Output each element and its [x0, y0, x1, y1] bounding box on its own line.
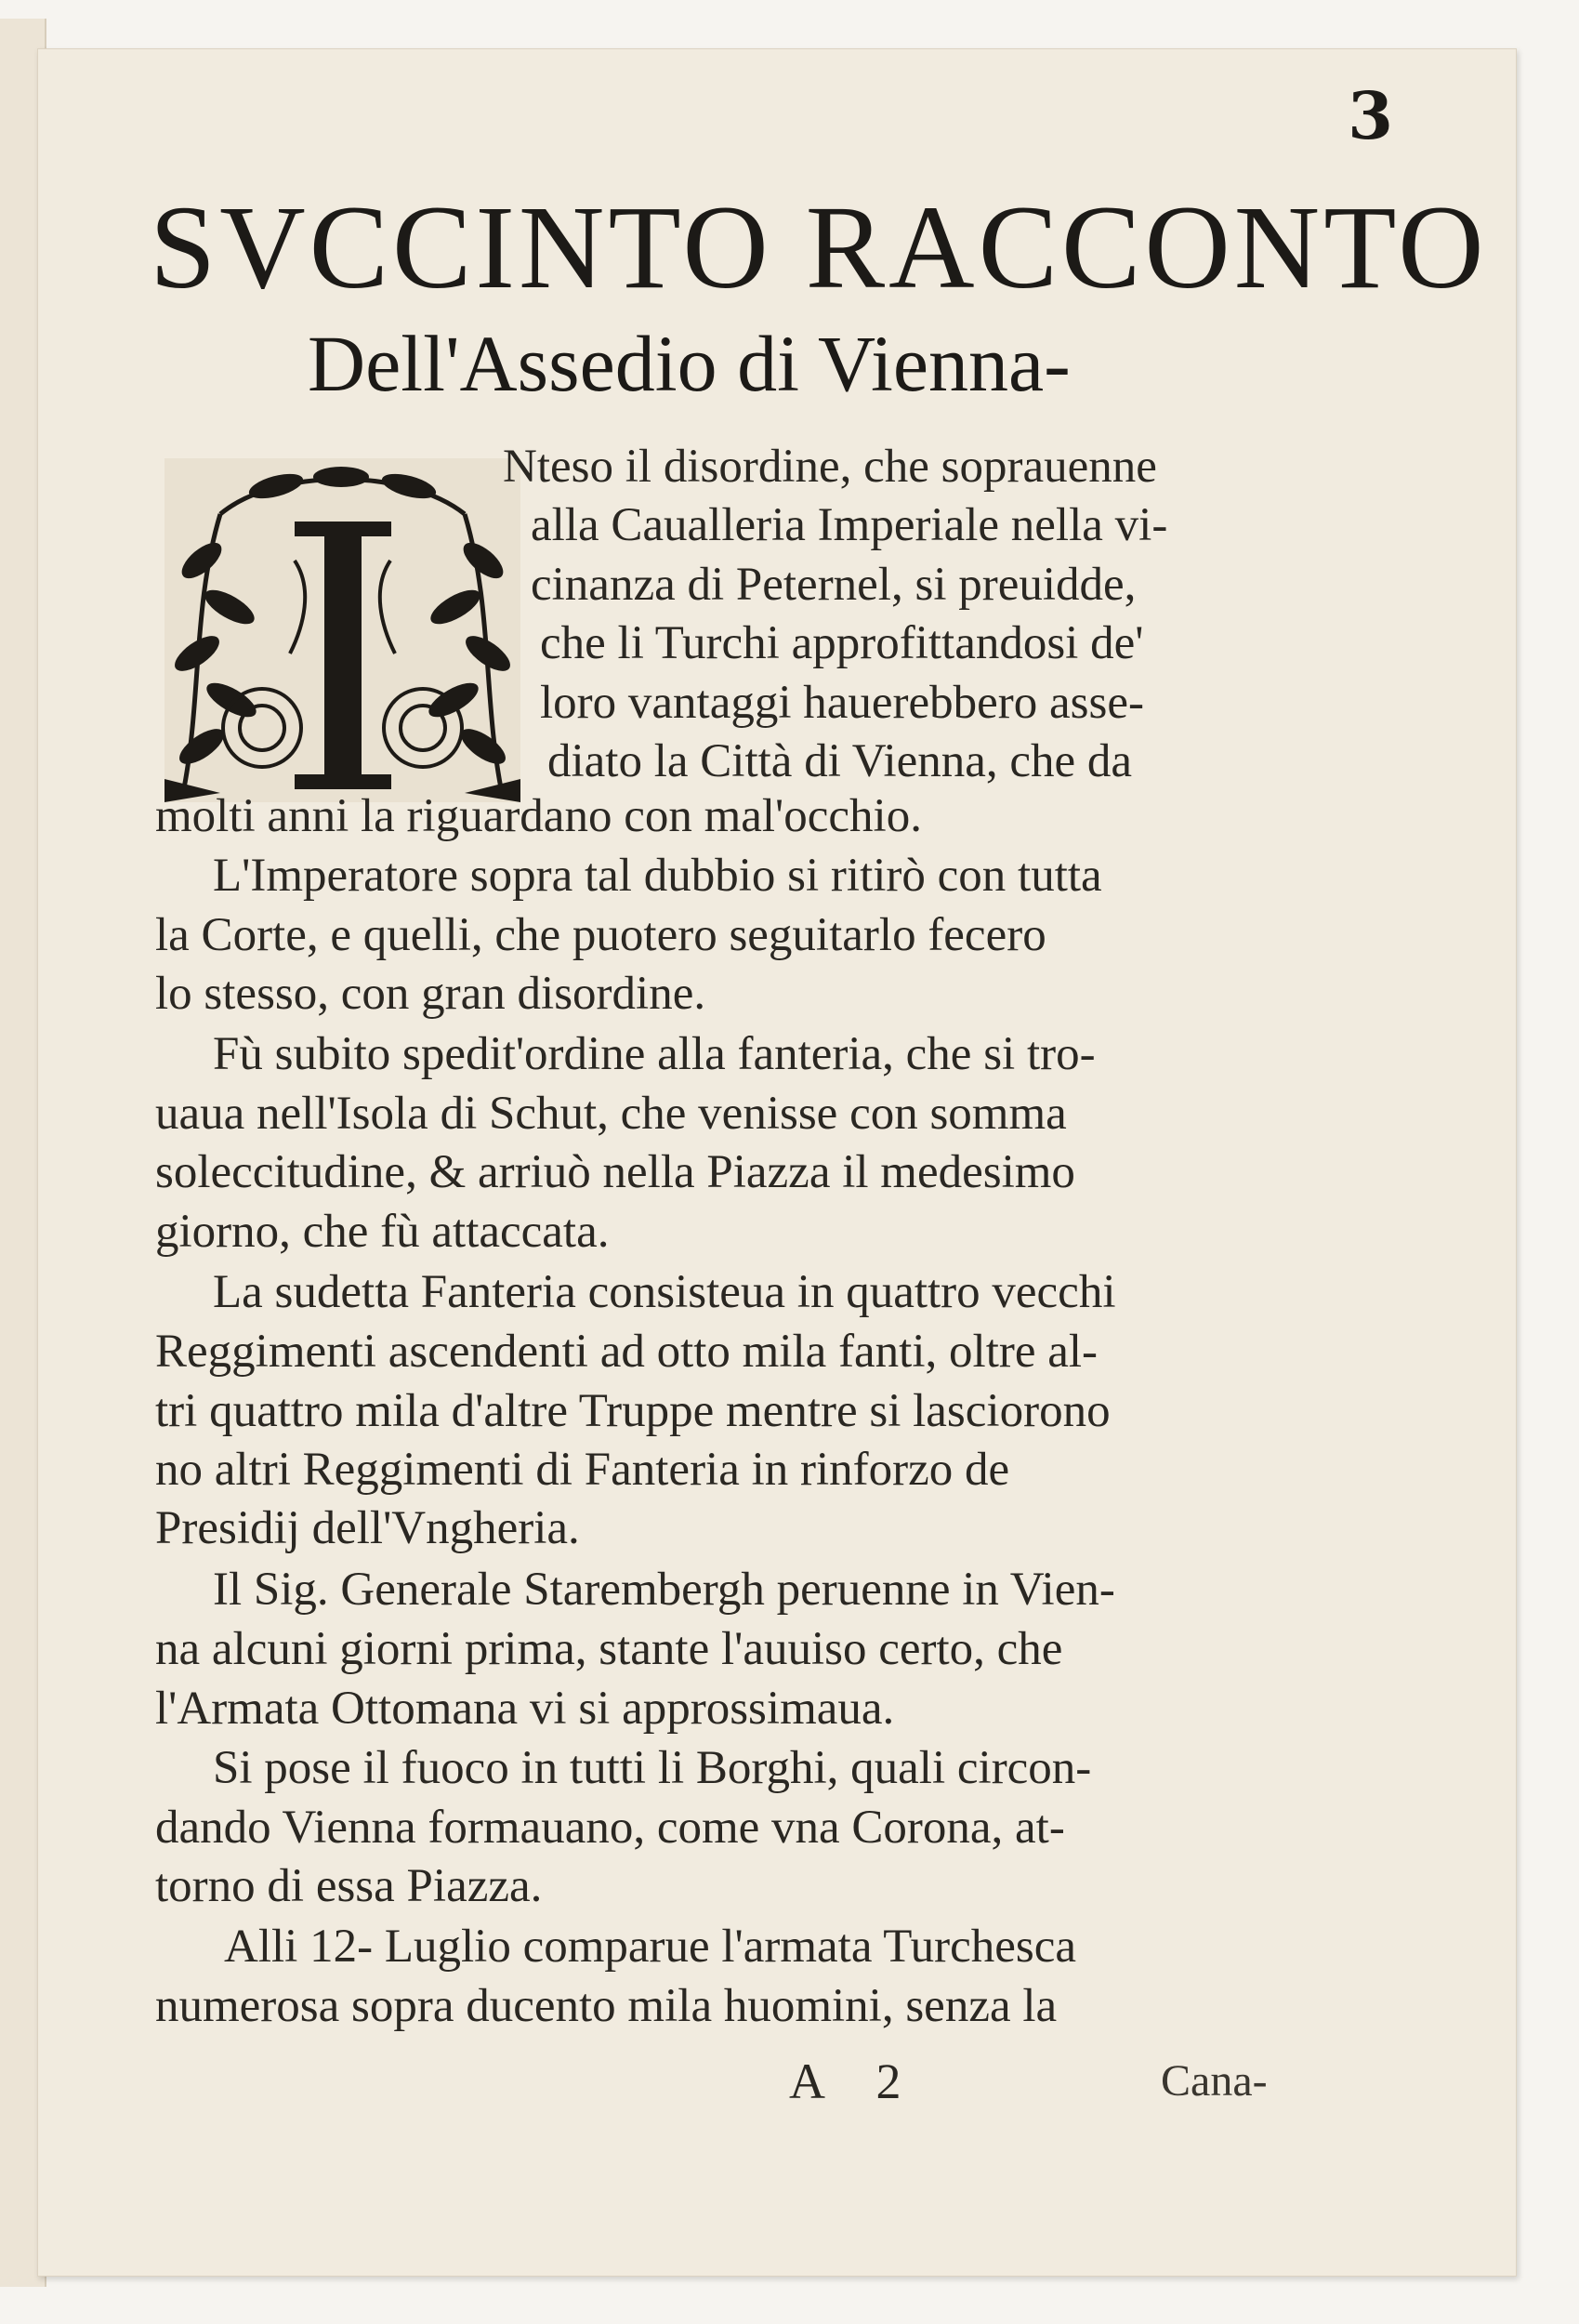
text-line: molti anni la riguardano con mal'occhio.	[155, 790, 922, 842]
text-line: torno di essa Piazza.	[155, 1860, 543, 1912]
text-line: Reggimenti ascendenti ad otto mila fanti, oltre al-	[155, 1326, 1099, 1378]
page-title: SVCCINTO RACCONTO	[150, 181, 1488, 313]
text-line: giorno, che fù attaccata.	[155, 1206, 610, 1258]
text-line: no altri Reggimenti di Fanteria in rinforzo de	[155, 1444, 1010, 1496]
page-subtitle: Dell'Assedio di Vienna-	[308, 319, 1071, 408]
text-line: alla Caualleria Imperiale nella vi-	[531, 499, 1168, 551]
text-line: Il Sig. Generale Starembergh peruenne in Vien-	[213, 1564, 1115, 1616]
text-line: Nteso il disordine, che soprauenne	[503, 441, 1157, 493]
text-line: Fù subito spedit'ordine alla fanteria, che si tro-	[213, 1028, 1096, 1080]
text-line: numerosa sopra ducento mila huomini, senza la	[155, 1980, 1058, 2032]
text-line: la Corte, e quelli, che puotero seguitarlo fecero	[155, 909, 1046, 961]
text-line: diato la Città di Vienna, che da	[547, 735, 1133, 787]
text-line: na alcuni giorni prima, stante l'auuiso certo, che	[155, 1623, 1063, 1675]
book-page	[37, 48, 1517, 2277]
decorated-initial-icon	[164, 458, 520, 802]
text-line: Si pose il fuoco in tutti li Borghi, quali circon-	[213, 1742, 1092, 1794]
text-line: L'Imperatore sopra tal dubbio si ritirò con tutta	[213, 850, 1102, 902]
page-number: 3	[1348, 77, 1393, 154]
signature-mark: A 2	[789, 2053, 922, 2109]
text-line: tri quattro mila d'altre Truppe mentre si lasciorono	[155, 1385, 1111, 1437]
text-line: uaua nell'Isola di Schut, che venisse con somma	[155, 1088, 1067, 1140]
text-line: loro vantaggi hauerebbero asse-	[540, 677, 1144, 729]
text-line: Presidij dell'Vngheria.	[155, 1502, 580, 1554]
catchword: Cana-	[1161, 2056, 1268, 2106]
text-line: che li Turchi approfittandosi de'	[540, 617, 1144, 669]
text-line: La sudetta Fanteria consisteua in quattro vecchi	[213, 1266, 1116, 1318]
text-line: cinanza di Peternel, si preuidde,	[531, 559, 1137, 611]
text-line: lo stesso, con gran disordine.	[155, 968, 706, 1020]
text-line: dando Vienna formauano, come vna Corona, at-	[155, 1802, 1065, 1854]
text-line: soleccitudine, & arriuò nella Piazza il medesimo	[155, 1146, 1075, 1198]
text-line: l'Armata Ottomana vi si approssimaua.	[155, 1683, 895, 1735]
text-line: Alli 12- Luglio comparue l'armata Turchesca	[224, 1921, 1077, 1973]
